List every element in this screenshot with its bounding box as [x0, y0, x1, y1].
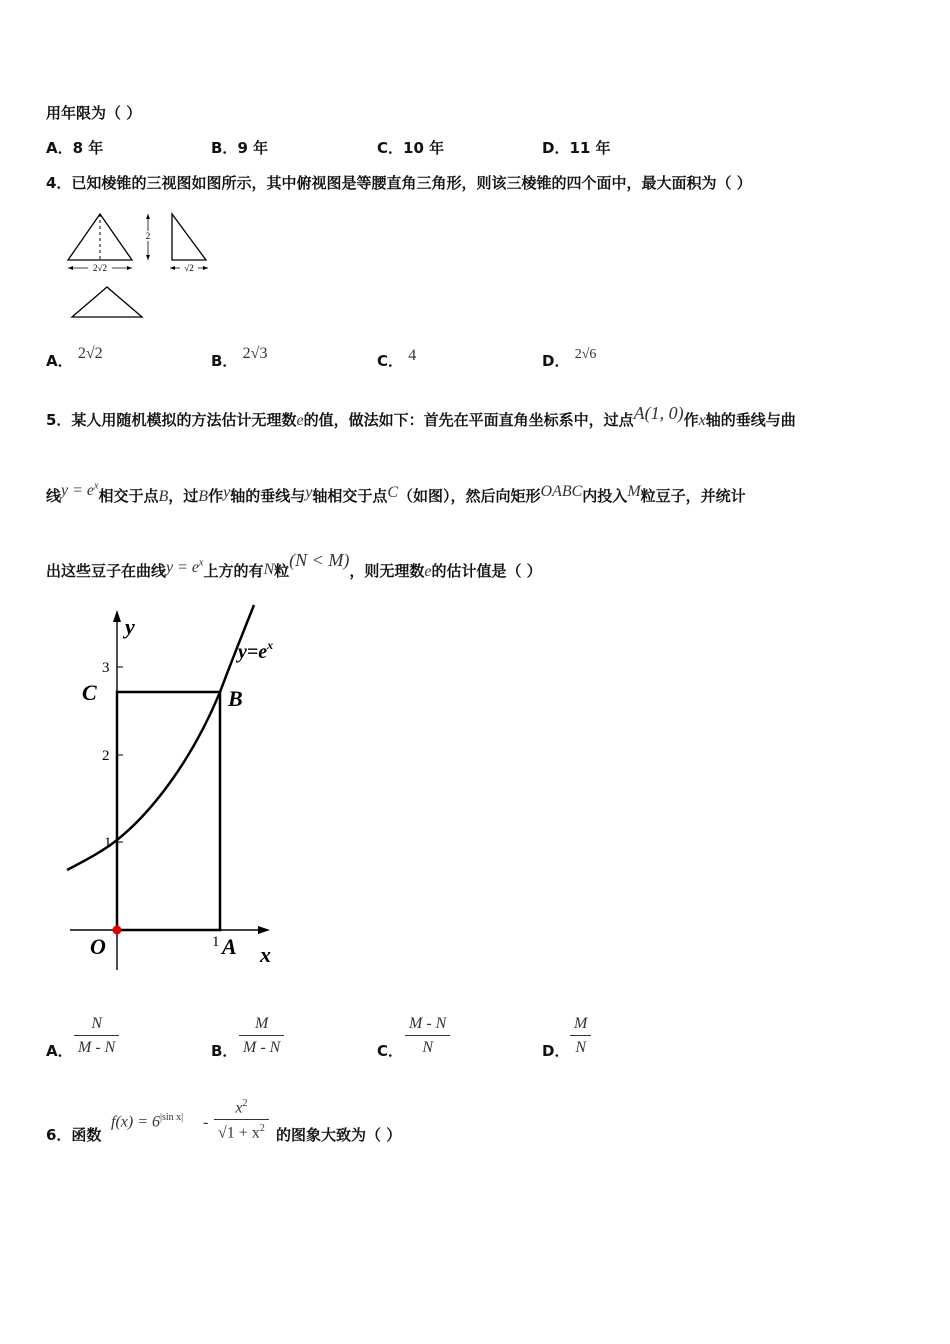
- front-width-label: 2√2: [93, 263, 107, 273]
- x-axis-label: x: [260, 942, 271, 967]
- q3-option-a[interactable]: A．8 年: [46, 139, 104, 157]
- q4-option-d[interactable]: D． 2√6: [542, 347, 597, 370]
- point-o-label: O: [90, 934, 106, 959]
- q5-option-b-label[interactable]: B．: [211, 1042, 238, 1060]
- height-label: 2: [145, 231, 151, 241]
- q3-option-c[interactable]: C．10 年: [377, 139, 445, 157]
- q5-stem-line2: 线$y = e^x$相交于点B，过B作y轴的垂线与y轴相交于点C（如图），然后向矩形OABC内投入M粒豆子，并统计: [46, 480, 746, 505]
- side-width-label: √2: [184, 263, 194, 273]
- q5-option-a-fraction[interactable]: $\frac{N}{M - N}$: [74, 1015, 119, 1057]
- q6-function-lhs: $f(x) = 6^{|sin x|}$: [111, 1112, 184, 1131]
- point-c-label: C: [82, 680, 97, 705]
- q6-fraction: $\frac{x^2}{√1 + x^2}$: [214, 1098, 269, 1143]
- x-tick-1: 1: [212, 934, 220, 950]
- q6-stem-suffix: 的图象大致为（ ）: [276, 1126, 402, 1144]
- q3-stem-tail: 用年限为（ ）: [46, 104, 142, 122]
- point-b-label: B: [228, 686, 243, 711]
- y-tick-2: 2: [102, 748, 110, 764]
- q5-option-d-label[interactable]: D．: [542, 1042, 570, 1060]
- q5-option-b-fraction[interactable]: $\frac{M}{M - N}$: [239, 1015, 284, 1057]
- y-axis-arrow: [113, 610, 121, 622]
- q5-stem-line1: 5．某人用随机模拟的方法估计无理数e的值，做法如下：首先在平面直角坐标系中，过点A(1, 0)作x轴的垂线与曲: [46, 403, 796, 429]
- q5-option-c-label[interactable]: C．: [377, 1042, 404, 1060]
- q4-option-c[interactable]: C． 4: [377, 347, 417, 370]
- x-axis-arrow: [258, 926, 270, 934]
- y-axis-label: y: [125, 614, 135, 639]
- q5-option-d-fraction[interactable]: $\frac{M}{N}$: [570, 1015, 591, 1057]
- y-tick-3: 3: [102, 660, 110, 676]
- q5-stem-line3: 出这些豆子在曲线$y = e^x$上方的有N粒(N < M)，则无理数e的估计值是（ ）: [46, 550, 542, 580]
- side-view-triangle: [172, 214, 206, 260]
- point-a-label: A: [222, 934, 237, 959]
- curve-exponential: [67, 605, 254, 870]
- q5-option-a-label[interactable]: A．: [46, 1042, 73, 1060]
- q5-graph: [62, 600, 292, 980]
- q4-stem: 4．已知棱锥的三视图如图所示，其中俯视图是等腰直角三角形，则该三棱锥的四个面中，最大面积为（ ）: [46, 174, 752, 192]
- top-view-triangle: [72, 287, 142, 317]
- q4-option-a[interactable]: A． 2√2: [46, 345, 103, 370]
- q6-stem-prefix: 6．函数: [46, 1126, 102, 1144]
- q3-option-b[interactable]: B．9 年: [211, 139, 269, 157]
- q4-three-view-figure: [60, 208, 220, 323]
- curve-label: $y=e^x$: [238, 638, 274, 663]
- y-tick-1: 1: [104, 835, 112, 851]
- origin-dot: [113, 926, 122, 935]
- q4-option-b[interactable]: B． 2√3: [211, 345, 268, 370]
- q6-minus-sign: -: [203, 1114, 209, 1131]
- q3-option-d[interactable]: D．11 年: [542, 139, 611, 157]
- q5-option-c-fraction[interactable]: $\frac{M - N}{N}$: [405, 1015, 450, 1057]
